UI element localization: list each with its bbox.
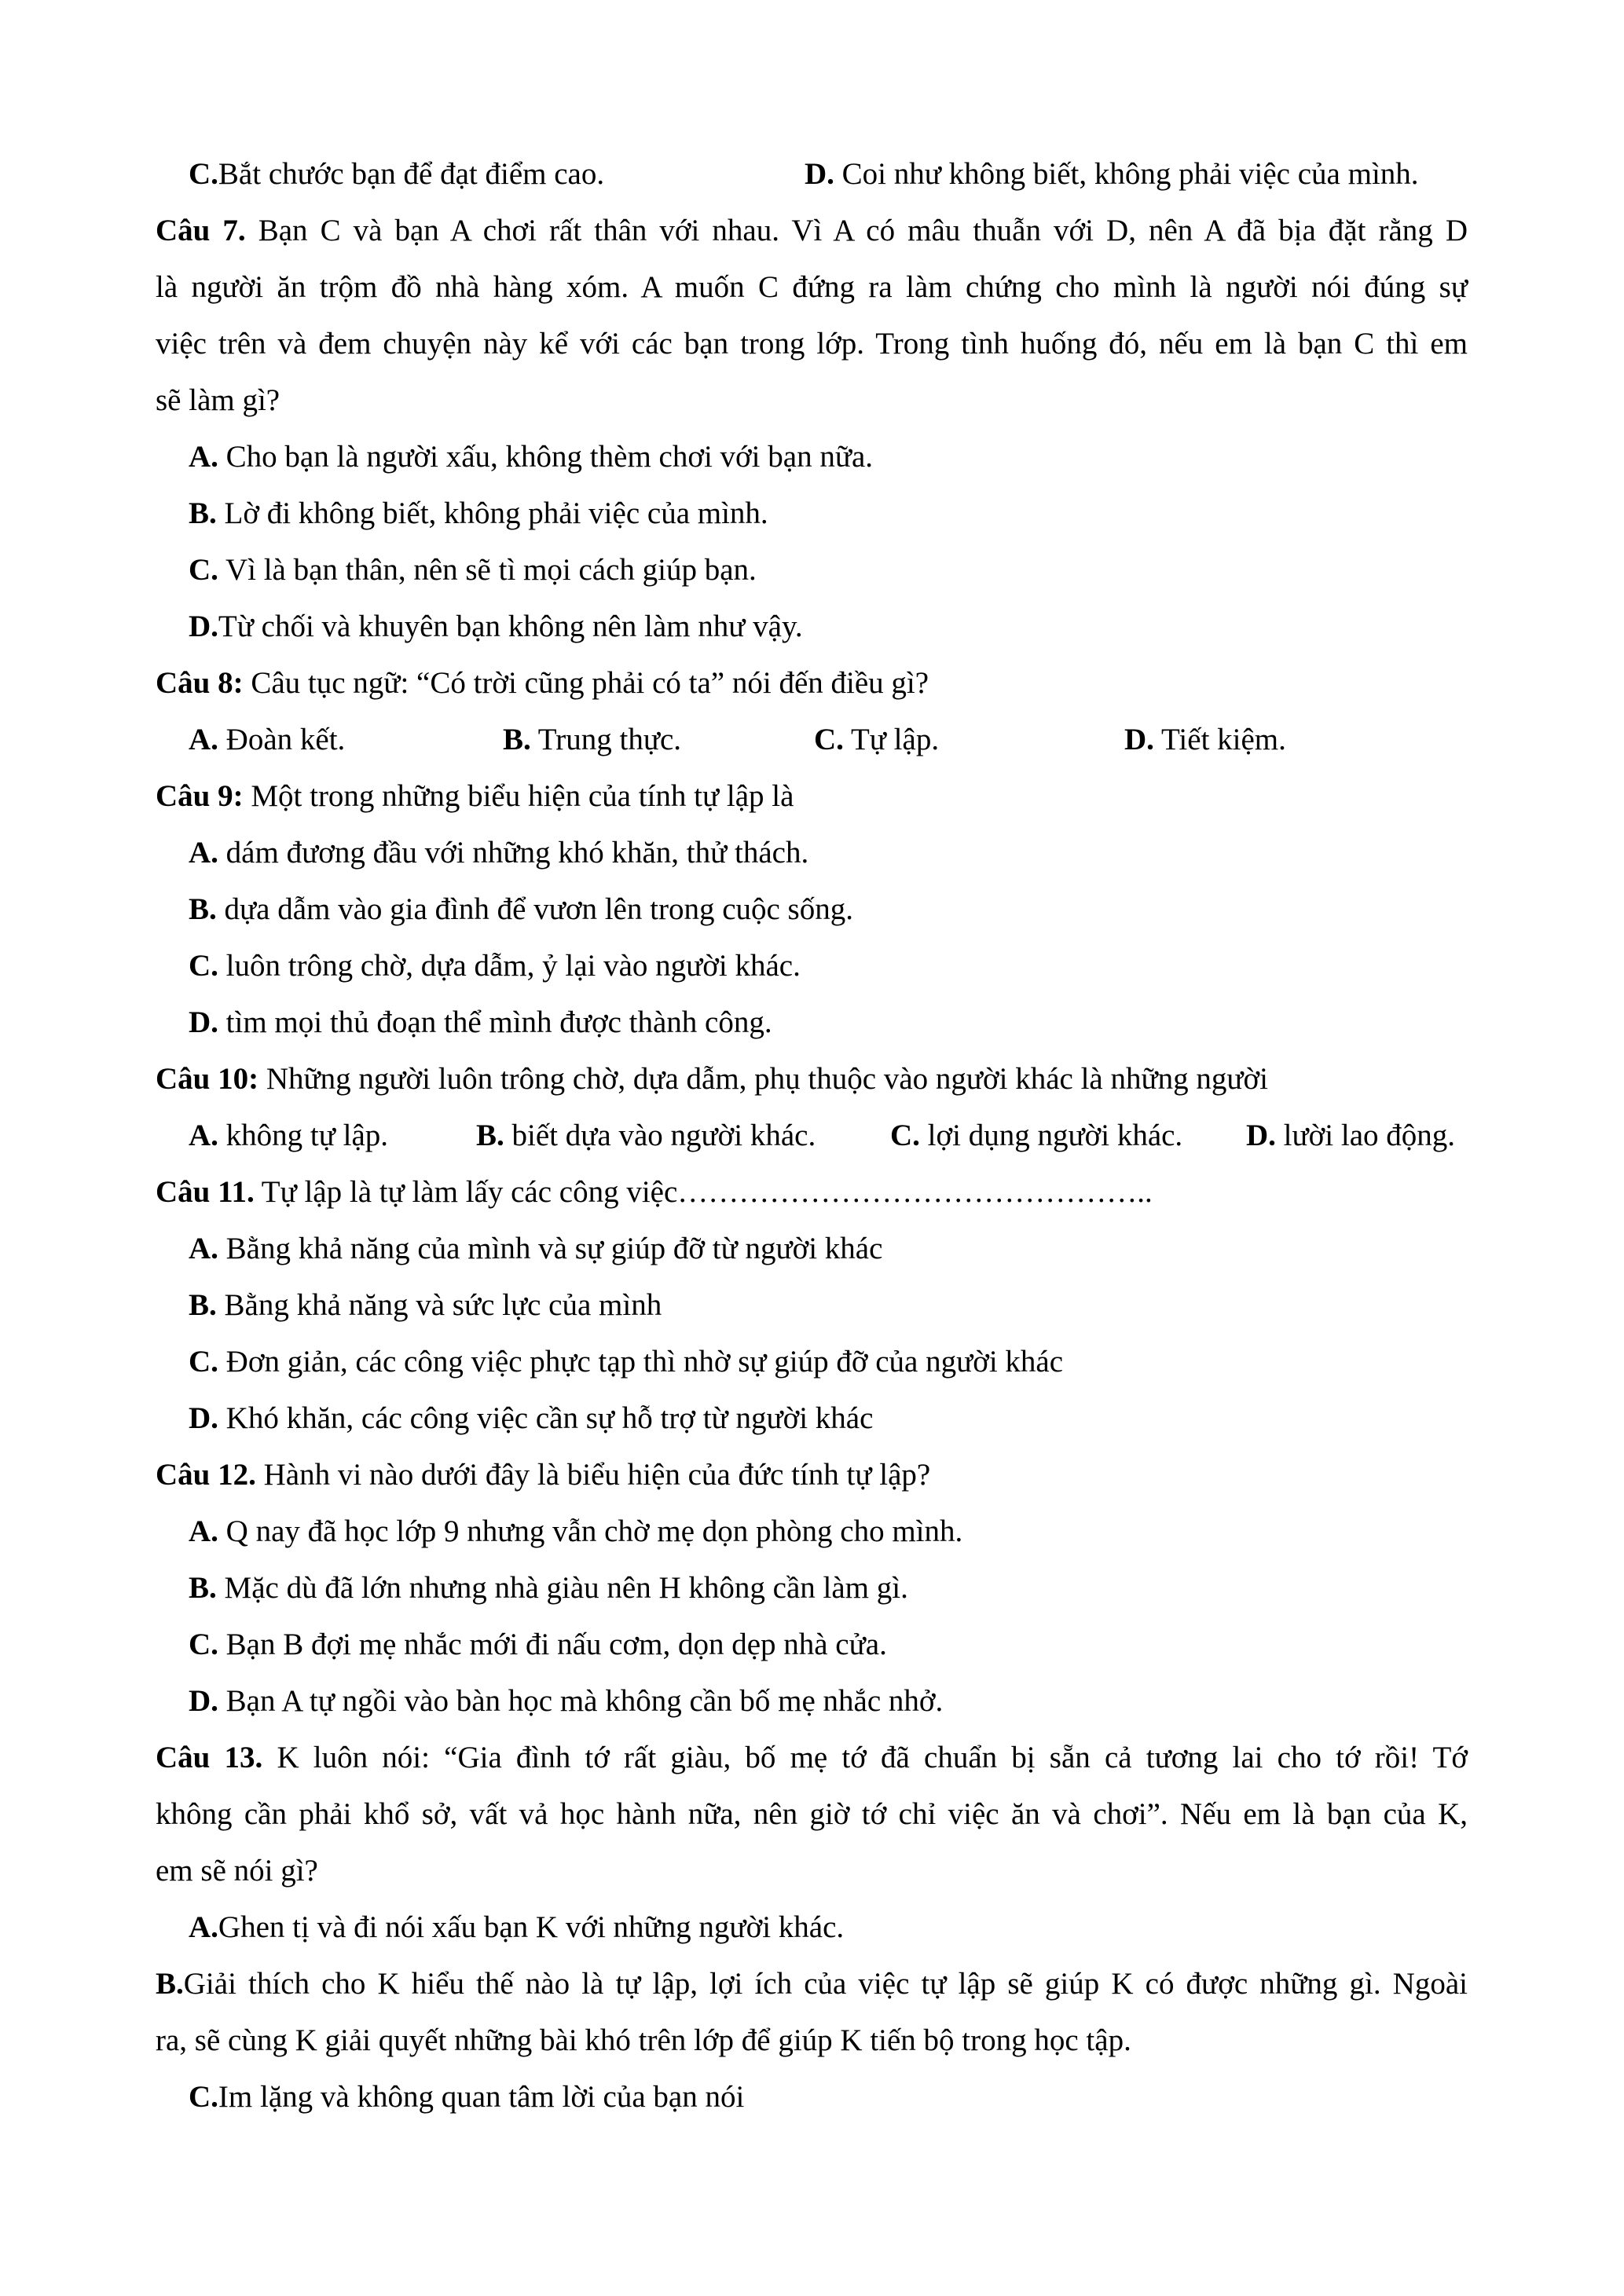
q7-option-d: D.Từ chối và khuyên bạn không nên làm như vậy. (189, 610, 803, 643)
q11-stem: Câu 11. Tự lập là tự làm lấy các công việc……………………………………….. (156, 1175, 1153, 1209)
q7-option-a: A. Cho bạn là người xấu, không thèm chơi với bạn nữa. (189, 440, 874, 474)
q13-option-a: A.Ghen tị và đi nói xấu bạn K với những người khác. (189, 1910, 845, 1944)
q7-option-b: B. Lờ đi không biết, không phải việc của mình. (189, 496, 768, 530)
q9-option-b: B. dựa dẫm vào gia đình để vươn lên trong cuộc sống. (189, 892, 853, 926)
q12-stem: Câu 12. Hành vi nào dưới đây là biểu hiện của đức tính tự lập? (156, 1458, 931, 1492)
q11-option-d: D. Khó khăn, các công việc cần sự hỗ trợ từ người khác (189, 1401, 874, 1435)
q11-option-c: C. Đơn giản, các công việc phực tạp thì nhờ sự giúp đỡ của người khác (189, 1345, 1064, 1379)
q7-stem-line-3: việc trên và đem chuyện này kể với các bạn trong lớp. Trong tình huống đó, nếu em là bạn C thì em (156, 327, 1468, 361)
q8-option-c: C. Tự lập. (814, 723, 940, 756)
q9-stem: Câu 9: Một trong những biểu hiện của tính tự lập là (156, 779, 794, 813)
q12-option-a: A. Q nay đã học lớp 9 nhưng vẫn chờ mẹ dọn phòng cho mình. (189, 1514, 963, 1548)
q7-stem-line-4: sẽ làm gì? (156, 383, 280, 417)
q6-option-d: D. Coi như không biết, không phải việc của mình. (805, 157, 1419, 191)
q8-stem: Câu 8: Câu tục ngữ: “Có trời cũng phải có ta” nói đến điều gì? (156, 666, 929, 700)
q12-option-c: C. Bạn B đợi mẹ nhắc mới đi nấu cơm, dọn dẹp nhà cửa. (189, 1628, 887, 1661)
q13-option-c: C.Im lặng và không quan tâm lời của bạn nói (189, 2080, 745, 2114)
q7-stem-line-2: là người ăn trộm đồ nhà hàng xóm. A muốn C đứng ra làm chứng cho mình là người nói đúng sự (156, 270, 1468, 304)
q9-option-a: A. dám đương đầu với những khó khăn, thử thách. (189, 836, 809, 870)
q10-option-d: D. lười lao động. (1246, 1119, 1455, 1152)
q13-stem-line-3: em sẽ nói gì? (156, 1854, 318, 1888)
q8-option-b: B. Trung thực. (503, 723, 682, 756)
q7-stem-line-1: Câu 7. Bạn C và bạn A chơi rất thân với nhau. Vì A có mâu thuẫn với D, nên A đã bịa đặt rằng D (156, 214, 1468, 247)
q7-option-c: C. Vì là bạn thân, nên sẽ tì mọi cách giúp bạn. (189, 553, 757, 587)
q12-option-b: B. Mặc dù đã lớn nhưng nhà giàu nên H không cần làm gì. (189, 1571, 908, 1605)
q9-option-c: C. luôn trông chờ, dựa dẫm, ỷ lại vào người khác. (189, 949, 801, 983)
q13-stem-line-2: không cần phải khổ sở, vất vả học hành nữa, nên giờ tớ chỉ việc ăn và chơi”. Nếu em là bạn của K, (156, 1797, 1468, 1831)
q10-stem: Câu 10: Những người luôn trông chờ, dựa dẫm, phụ thuộc vào người khác là những người (156, 1062, 1268, 1096)
q13-stem-line-1: Câu 13. K luôn nói: “Gia đình tớ rất giàu, bố mẹ tớ đã chuẩn bị sẵn cả tương lai cho tớ rồi! Tớ (156, 1741, 1468, 1774)
q11-option-b: B. Bằng khả năng và sức lực của mình (189, 1288, 662, 1322)
q11-option-a: A. Bằng khả năng của mình và sự giúp đỡ từ người khác (189, 1232, 883, 1265)
q9-option-d: D. tìm mọi thủ đoạn thể mình được thành công. (189, 1005, 772, 1039)
q8-option-a: A. Đoàn kết. (189, 723, 346, 756)
q13-option-b-line-2: ra, sẽ cùng K giải quyết những bài khó trên lớp để giúp K tiến bộ trong học tập. (156, 2023, 1131, 2057)
q10-option-b: B. biết dựa vào người khác. (476, 1119, 816, 1152)
q6-option-c: C.Bắt chước bạn để đạt điểm cao. (189, 157, 605, 191)
q10-option-c: C. lợi dụng người khác. (890, 1119, 1183, 1152)
q12-option-d: D. Bạn A tự ngồi vào bàn học mà không cần bố mẹ nhắc nhở. (189, 1684, 944, 1718)
q8-option-d: D. Tiết kiệm. (1124, 723, 1286, 756)
q13-option-b-line-1: B.Giải thích cho K hiểu thế nào là tự lập, lợi ích của việc tự lập sẽ giúp K có được những gì. Ngoài (156, 1967, 1468, 2001)
q10-option-a: A. không tự lập. (189, 1119, 389, 1152)
